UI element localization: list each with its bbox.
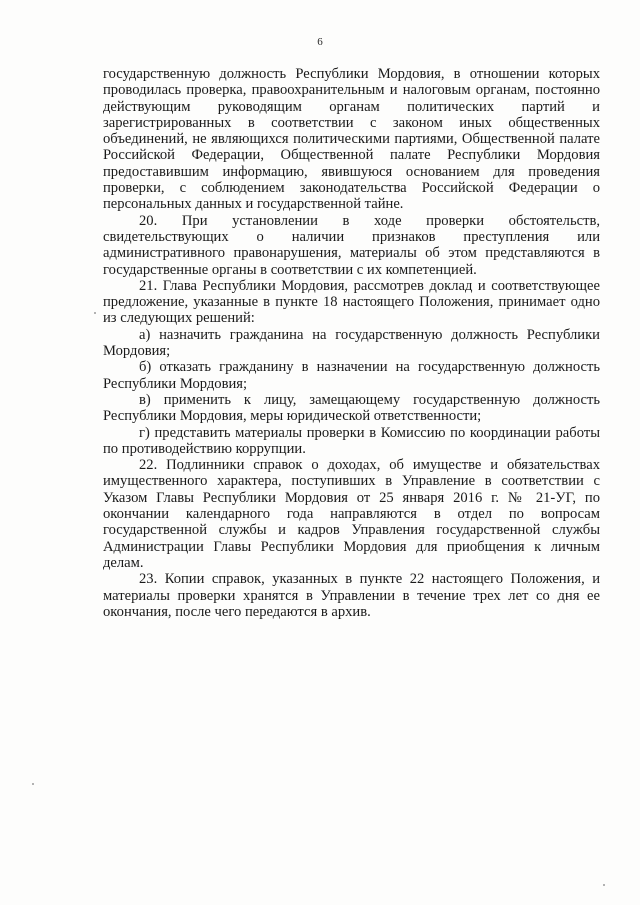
list-item-g: г) представить материалы проверки в Комиссию по координации работы по противодействию коррупции.: [103, 424, 600, 457]
paragraph-22: 22. Подлинники справок о доходах, об имуществе и обязательствах имущественного характера, поступивших в Управление в соответствии с Указом Главы Республики Мордовия от 25 января 2016 г. № 21-УГ, по окончании календарного года направляются в отдел по вопросам государственной службы и кадров Управления государственной службы Администрации Главы Республики Мордовия для приобщения к личным делам.: [103, 457, 600, 571]
scan-speck: [32, 783, 34, 785]
list-item-v: в) применить к лицу, замещающему государственную должность Республики Мордовия, меры юридической ответственности;: [103, 391, 600, 425]
paragraph-21: 21. Глава Республики Мордовия, рассмотрев доклад и соответствующее предложение, указанные в пункте 18 настоящего Положения, принимает одно из следующих решений:: [103, 277, 600, 327]
list-item-b: б) отказать гражданину в назначении на государственную должность Республики Мордовия;: [103, 359, 600, 392]
scan-speck: [94, 312, 96, 314]
page-number: 6: [317, 36, 323, 48]
list-item-a: а) назначить гражданина на государственную должность Республики Мордовия;: [103, 326, 600, 360]
scan-speck: [603, 884, 605, 886]
document-body: [103, 66, 600, 620]
paragraph-23: 23. Копии справок, указанных в пункте 22 настоящего Положения, и материалы проверки хранятся в Управлении в течение трех лет со дня ее окончания, после чего передаются в архив.: [103, 571, 600, 620]
paragraph-continuation: государственную должность Республики Мордовия, в отношении которых проводилась проверка, правоохранительным и налоговым органам, постоянно действующим руководящим органам политических партий и зарегистрированных в соответствии с законом иных общественных объединений, не являющихся политическими партиями, Общественной палате Российской Федерации, Общественной палате Республики Мордовия предоставившим информацию, явившуюся основанием для проведения проверки, с соблюдением законодательства Российской Федерации о персональных данных и государственной тайне.: [103, 66, 600, 213]
paragraph-20: 20. При установлении в ходе проверки обстоятельств, свидетельствующих о наличии признаков преступления или административного правонарушения, материалы об этом представляются в государственные органы в соответствии с их компетенцией.: [103, 212, 600, 278]
